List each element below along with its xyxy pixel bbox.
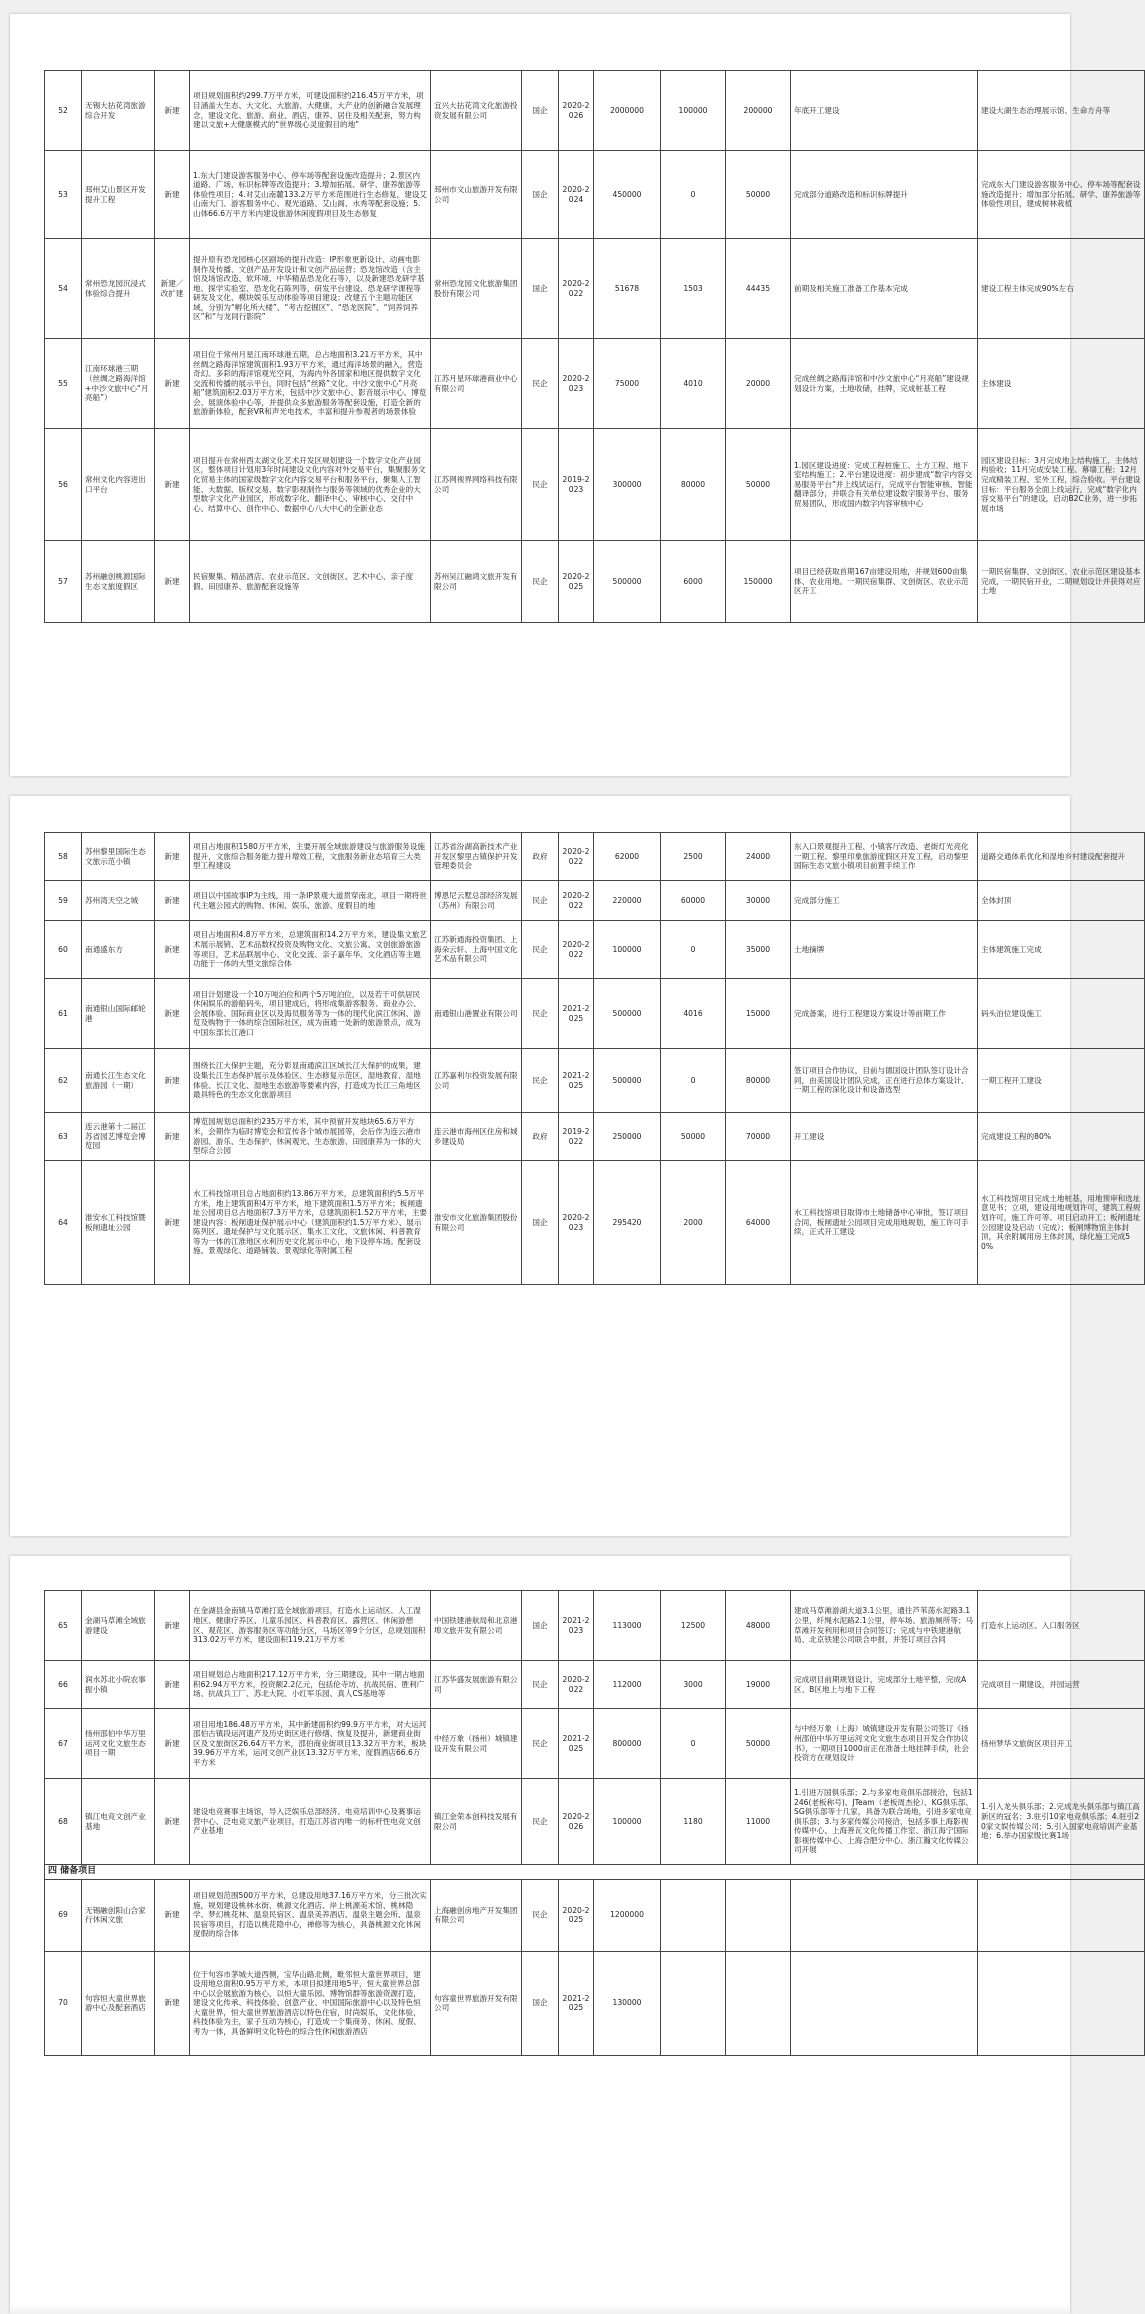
construction-type-cell: 新建 <box>155 1591 190 1661</box>
construction-period-cell: 2021-2025 <box>559 1709 594 1779</box>
annual-target-cell: 建设工程主体完成90%左右 <box>978 239 1145 339</box>
total-investment-cell: 800000 <box>594 1709 661 1779</box>
project-content-cell: 项目用地186.48万平方米，其中新建面积约99.9万平方米，对大运河邵伯古镇段运河遗产及历史街区进行修缮、恢复及提升，新建商业街区及文旅街区26.64万平方米，邵伯商业街项目13.32万平方米，板块39.96万平方米，运河文创产业区13.32万平方米，度假酒店66.6万平方米 <box>190 1709 431 1779</box>
annual-target-cell: 道路交通体系优化和湿地乡村建设配套提升 <box>978 833 1145 881</box>
planned-investment-cell: 20000 <box>726 339 791 429</box>
ownership-type-cell: 国企 <box>522 71 559 151</box>
total-investment-cell: 112000 <box>594 1661 661 1709</box>
planned-investment-cell: 50000 <box>726 429 791 541</box>
planned-investment-cell: 24000 <box>726 833 791 881</box>
total-investment-cell: 62000 <box>594 833 661 881</box>
project-content-cell: 建设电竞赛事主场馆，导入泛娱乐总部经济、电竞培训中心及赛事运营中心、泛电竞文旅产业项目，打造江苏省内唯一的标杆性电竞文创产业基地 <box>190 1779 431 1865</box>
project-name-cell: 镇江电竞文创产业基地 <box>82 1779 155 1865</box>
total-investment-cell: 113000 <box>594 1591 661 1661</box>
construction-type-cell: 新建／改扩建 <box>155 239 190 339</box>
progress-status-cell: 完成部分道路改造和标识标牌提升 <box>791 151 978 239</box>
annual-target-cell: 完成建设工程的80% <box>978 1113 1145 1161</box>
total-investment-cell: 100000 <box>594 1779 661 1865</box>
total-investment-cell: 1200000 <box>594 1879 661 1951</box>
completed-investment-cell: 2500 <box>661 833 726 881</box>
ownership-type-cell: 国企 <box>522 1161 559 1285</box>
annual-target-cell: 全体封顶 <box>978 881 1145 921</box>
ownership-type-cell: 民企 <box>522 1779 559 1865</box>
project-number-cell: 54 <box>45 239 82 339</box>
project-table-body <box>45 833 1145 1285</box>
responsible-unit-cell: 连云港市海州区住房和城乡建设局 <box>431 1113 522 1161</box>
progress-status-cell: 土地摘牌 <box>791 921 978 979</box>
construction-type-cell: 新建 <box>155 541 190 623</box>
responsible-unit-cell: 博恩尼云墅总部经济发展（苏州）有限公司 <box>431 881 522 921</box>
completed-investment-cell: 50000 <box>661 1113 726 1161</box>
progress-status-cell: 完成丝绸之路海洋馆和中沙文旅中心“月亮船”建设规划设计方案，土地收储，挂牌，完成桩基工程 <box>791 339 978 429</box>
table-row <box>45 1879 1145 1951</box>
project-name-cell: 句容恒大童世界旅游中心及配套酒店 <box>82 1951 155 2055</box>
table-row <box>45 1779 1145 1865</box>
planned-investment-cell: 80000 <box>726 1049 791 1113</box>
progress-status-cell: 前期及相关施工准备工作基本完成 <box>791 239 978 339</box>
progress-status-cell <box>791 1879 978 1951</box>
annual-target-cell: 打造水上运动区、入口服务区 <box>978 1591 1145 1661</box>
responsible-unit-cell: 苏州吴江融鸿文旅开发有限公司 <box>431 541 522 623</box>
table-row <box>45 833 1145 881</box>
construction-period-cell: 2019-2022 <box>559 1113 594 1161</box>
completed-investment-cell <box>661 1951 726 2055</box>
project-name-cell: 南通银山国际邮轮港 <box>82 979 155 1049</box>
planned-investment-cell: 64000 <box>726 1161 791 1285</box>
completed-investment-cell: 6000 <box>661 541 726 623</box>
construction-type-cell: 新建 <box>155 1049 190 1113</box>
responsible-unit-cell: 江苏嘉利尔投资发展有限公司 <box>431 1049 522 1113</box>
table-row <box>45 1113 1145 1161</box>
project-content-cell: 项目规划总占地面积217.12万平方米，分三期建设，其中一期占地面积62.94万平方米，投资额2.2亿元，包括伦寺坊、抗战民宿、胜利广场、抗战兵工厂、苏北大院、小红军乐园、真人CS基地等 <box>190 1661 431 1709</box>
project-number-cell: 68 <box>45 1779 82 1865</box>
section-header-row <box>45 1865 1145 1880</box>
construction-type-cell: 新建 <box>155 1779 190 1865</box>
table-row <box>45 979 1145 1049</box>
table-row <box>45 1951 1145 2055</box>
project-content-cell: 项目规划面积约299.7万平方米，可建设面积约216.45万平方米，项目涵盖大生态、大文化、大旅游、大健康、大产业的创新融合发展理念，建设文化、旅游、商业、酒店、康养、居住及相关配套，努力构建以文旅+大健康模式的“世界级心灵度假目的地” <box>190 71 431 151</box>
responsible-unit-cell: 江苏网视界网络科技有限公司 <box>431 429 522 541</box>
project-table <box>44 832 1145 1285</box>
planned-investment-cell: 50000 <box>726 151 791 239</box>
completed-investment-cell: 0 <box>661 1049 726 1113</box>
annual-target-cell: 完成项目一期建设，并园运营 <box>978 1661 1145 1709</box>
ownership-type-cell: 民企 <box>522 1709 559 1779</box>
ownership-type-cell: 民企 <box>522 339 559 429</box>
project-content-cell: 项目规划范围500万平方米，总建设用地37.16万平方米，分三批次实施，规划建设桃林水街、桃源文化酒店、岸上桃源美术馆、桃林隐学、梦幻桃花林、温泉民宿区、温泉美养酒店、温泉主题会所、温泉民宿等项目，打造以桃花隐中心，禅修等为核心，具备桃源文化休闲度假的综合体 <box>190 1879 431 1951</box>
project-number-cell: 64 <box>45 1161 82 1285</box>
planned-investment-cell: 15000 <box>726 979 791 1049</box>
project-content-cell: 博览园规划总面积约235万平方米，其中预留开发地块65.6万平方米，会期作为临时博览会和宣传各个城市展园等，会后作为连云港市游园、游乐、生态保护、休闲观光、生态旅游、田园康养为一体的大型综合公园 <box>190 1113 431 1161</box>
completed-investment-cell: 60000 <box>661 881 726 921</box>
responsible-unit-cell: 江苏省汾湖高新技术产业开发区黎里古镇保护开发管理委员会 <box>431 833 522 881</box>
total-investment-cell: 220000 <box>594 881 661 921</box>
construction-type-cell: 新建 <box>155 1113 190 1161</box>
responsible-unit-cell: 中经万象（扬州）城镇建设开发有限公司 <box>431 1709 522 1779</box>
total-investment-cell: 300000 <box>594 429 661 541</box>
responsible-unit-cell: 邳州市文山旅游开发有限公司 <box>431 151 522 239</box>
progress-status-cell: 1.引进万国俱乐部；2.与多家电竞俱乐部接洽，包括1246(老板称号)、JTeam（老板周杰伦）、KG俱乐部、SG俱乐部等十几家，具备为联合场地，引进多家电竞俱乐部；3.与多家传媒公司接洽，包括多事上海影视传媒中心、上海善瓦文化传播工作室、浙江海宁国际影视传媒中心、上海合肥分中心、浙江瀚文化传媒公司开展 <box>791 1779 978 1865</box>
project-number-cell: 52 <box>45 71 82 151</box>
project-table-body <box>45 1591 1145 2056</box>
ownership-type-cell: 政府 <box>522 833 559 881</box>
project-name-cell: 邳州艾山景区开发提升工程 <box>82 151 155 239</box>
construction-type-cell: 新建 <box>155 71 190 151</box>
project-content-cell: 围绕长江大保护主题，充分彰显南通滨江区域长江大保护的成果，建设集长江生态保护展示及体验区、生态修复示范区、湿地教育、湿地体验、长江文化、湿地生态旅游等要素内容，打造成为长江三角地区最具特色的生态文化旅游项目 <box>190 1049 431 1113</box>
construction-type-cell: 新建 <box>155 979 190 1049</box>
responsible-unit-cell: 江苏月星环球港商业中心有限公司 <box>431 339 522 429</box>
project-content-cell: 民宿聚集、精品酒店、农业示范区、文创街区、艺术中心、亲子度假、田园康养、旅游配套设施等 <box>190 541 431 623</box>
project-name-cell: 苏州黎里国际生态文旅示范小镇 <box>82 833 155 881</box>
completed-investment-cell: 100000 <box>661 71 726 151</box>
annual-target-cell: 主体建设 <box>978 339 1145 429</box>
page-cutoff <box>10 2304 1070 2314</box>
completed-investment-cell: 4010 <box>661 339 726 429</box>
total-investment-cell: 295420 <box>594 1161 661 1285</box>
construction-type-cell: 新建 <box>155 1879 190 1951</box>
project-content-cell: 1.东大门建设游客服务中心、停车场等配套设施改造提升；2.景区内道路、广场、标识标牌等改造提升；3.增加拓展、研学、康养旅游等体验性项目；4.对艾山南麓133.2万平方米范围进行生态修复，建设艾山南大门、游客服务中心、观光道路、艾山阁、水秀等配套设施；5.山体66.6万平方米内建设旅游休闲度假项目及生态修复 <box>190 151 431 239</box>
table-row <box>45 1049 1145 1113</box>
responsible-unit-cell: 南通银山港置业有限公司 <box>431 979 522 1049</box>
annual-target-cell: 码头泊位建设施工 <box>978 979 1145 1049</box>
ownership-type-cell: 国企 <box>522 239 559 339</box>
table-row <box>45 429 1145 541</box>
ownership-type-cell: 政府 <box>522 1113 559 1161</box>
construction-period-cell: 2020-2022 <box>559 921 594 979</box>
project-number-cell: 70 <box>45 1951 82 2055</box>
document-page-1 <box>10 14 1141 776</box>
progress-status-cell: 东入口景观提升工程、小镇客厅改造、老街灯光亮化一期工程、黎里印象旅游度假区开发工程，启动黎里国际生态文旅小镇项目前置手续工作 <box>791 833 978 881</box>
total-investment-cell: 100000 <box>594 921 661 979</box>
construction-period-cell: 2020-2023 <box>559 339 594 429</box>
planned-investment-cell: 44435 <box>726 239 791 339</box>
responsible-unit-cell: 淮安市文化旅游集团股份有限公司 <box>431 1161 522 1285</box>
ownership-type-cell: 国企 <box>522 1951 559 2055</box>
planned-investment-cell: 50000 <box>726 1709 791 1779</box>
construction-period-cell: 2020-2026 <box>559 71 594 151</box>
project-content-cell: 位于句容市茅城大道西侧，宝华山路北侧，毗邻恒大童世界项目，建设用地总面积0.95万平方米，本项目拟建用地5平，恒大童世界总部中心以会展旅游为核心，以恒大童乐园、博物馆群等旅游资源打造，建设文化传承、科技体验、创意产业、中国国际旅游中心以及特色恒大童世界，恒大童世界旅游酒店以特色住宿，时尚娱乐，文化体验，科技体验为主，家子互动为核心，打造成一个集商务、休闲、度假、考为一体，具备鲜明文化特色的综合性休闲旅游酒店 <box>190 1951 431 2055</box>
progress-status-cell: 完成备案，进行工程建设方案设计等前期工作 <box>791 979 978 1049</box>
project-number-cell: 65 <box>45 1591 82 1661</box>
construction-type-cell: 新建 <box>155 1951 190 2055</box>
annual-target-cell <box>978 1951 1145 2055</box>
project-name-cell: 苏州湾天空之城 <box>82 881 155 921</box>
planned-investment-cell: 150000 <box>726 541 791 623</box>
total-investment-cell: 250000 <box>594 1113 661 1161</box>
progress-status-cell: 与中经万象（上海）城镇建设开发有限公司签订《扬州邵伯中华万里运河文化文旅生态项目开发合作协议书》，一期项目1000亩正在准备土地挂牌手续，社会投资方在规划设计 <box>791 1709 978 1779</box>
table-row <box>45 71 1145 151</box>
table-row <box>45 339 1145 429</box>
total-investment-cell: 75000 <box>594 339 661 429</box>
ownership-type-cell: 民企 <box>522 881 559 921</box>
planned-investment-cell: 48000 <box>726 1591 791 1661</box>
project-number-cell: 53 <box>45 151 82 239</box>
completed-investment-cell: 12500 <box>661 1591 726 1661</box>
table-row <box>45 1661 1145 1709</box>
planned-investment-cell <box>726 1879 791 1951</box>
section-title: 四 储备项目 <box>45 1865 1145 1880</box>
annual-target-cell: 水工科技馆项目完成土地桩基，用地预审和选址意见书；立项，建设用地规划许可，建筑工程规划许可，施工许可等。项目启动开工；板闸遗址公园建设及启动（完成）；板闸博物馆主体封顶，其余附属用房主体封顶，绿化施工完成50% <box>978 1161 1145 1285</box>
project-name-cell: 无锡融创阳山合家行休闲文旅 <box>82 1879 155 1951</box>
construction-type-cell: 新建 <box>155 833 190 881</box>
project-number-cell: 56 <box>45 429 82 541</box>
planned-investment-cell: 70000 <box>726 1113 791 1161</box>
project-name-cell: 金湖马草滩全域旅游建设 <box>82 1591 155 1661</box>
completed-investment-cell: 0 <box>661 151 726 239</box>
table-row <box>45 541 1145 623</box>
construction-period-cell: 2019-2023 <box>559 429 594 541</box>
project-number-cell: 61 <box>45 979 82 1049</box>
construction-type-cell: 新建 <box>155 921 190 979</box>
responsible-unit-cell: 镇江金荣本创科技发展有限公司 <box>431 1779 522 1865</box>
project-content-cell: 项目计划建设一个10万吨泊位和两个5万吨泊位，以及若干可供居民休闲娱乐的游船码头，项目建成后，将形成集游客服务、商业办公、会展体验、国际商业区以及海员服务等为一体的现代化滨江休闲、游览及购物于一体的综合国际社区，成为南通一处新的旅游景点，成为中国东部长江港口 <box>190 979 431 1049</box>
project-name-cell: 南通长江生态文化旅游园（一期） <box>82 1049 155 1113</box>
project-name-cell: 常州恐龙园沉浸式体验综合提升 <box>82 239 155 339</box>
project-content-cell: 提升原有恐龙园核心区剧场的提升改造：IP形象更新设计、动画电影制作及传播、文创产品开发设计和文创产品运营；恐龙馆改造（含主馆及场馆改造、软环境、中华精品恐龙化石等），以及新建恐龙研学基地、探学实验室、恐龙化石陈列等，研发平台建设、恐龙研学课程等研发及文化、模块娱乐互动体验等项目建设；改建五个主题功能区域，分别为“孵化所大楼”、“考古挖掘区”、“恐龙医院”、“饲养饲养区”和“与龙同行影院” <box>190 239 431 339</box>
project-name-cell: 苏州融创桃源国际生态文旅度假区 <box>82 541 155 623</box>
annual-target-cell: 主体建筑施工完成 <box>978 921 1145 979</box>
project-content-cell: 项目占地面积4.8万平方米，总建筑面积14.2万平方米，建设集文旅艺术展示展销、艺术品数权投资及购物文化、文旅公寓、文创旅游旅游等项目，艺术品联展中心、文化交流、亲子嘉年华、文化酒店等主题功能于一体的大型文旅综合体 <box>190 921 431 979</box>
project-content-cell: 项目提升在常州西太湖文化艺术开发区规划建设一个数字文化产业园区，整体项目计划用3年时间建设文化内容对外交易平台，集聚服务文化贸易主体的国家级数字文化内容交易平台和服务平台，聚集人工智能、大数据、版权交易、数字影视制作与服务等领域的优秀企业的大型数字文化产业园区，形成数字化、翻译中心、审核中心、交付中心、结算中心、创作中心、数据中心八大中心的全新业态 <box>190 429 431 541</box>
construction-period-cell: 2020-2022 <box>559 833 594 881</box>
progress-status-cell <box>791 1951 978 2055</box>
annual-target-cell: 1.引入龙头俱乐部；2.完成龙头俱乐部与镇江高新区的冠名；3.驻引10家电竞俱乐部；4.驻引20家文娱传媒公司；5.引入国家电竞培训产业基地；6.举办国家级比赛1场 <box>978 1779 1145 1865</box>
project-number-cell: 57 <box>45 541 82 623</box>
ownership-type-cell: 民企 <box>522 1661 559 1709</box>
completed-investment-cell: 0 <box>661 921 726 979</box>
progress-status-cell: 年底开工建设 <box>791 71 978 151</box>
completed-investment-cell: 0 <box>661 1709 726 1779</box>
completed-investment-cell: 1180 <box>661 1779 726 1865</box>
construction-period-cell: 2020-2022 <box>559 1661 594 1709</box>
project-table-body <box>45 71 1145 623</box>
annual-target-cell <box>978 1879 1145 1951</box>
table-row <box>45 1591 1145 1661</box>
project-content-cell: 水工科技馆项目总占地面积约13.86万平方米，总建筑面积约5.5万平方米，地上建筑面积4万平方米，地下建筑面积1.5万平方米；板闸遗址公园项目总占地面积7.3万平方米，总建筑面积1.52万平方米，主要建设内容：板闸遗址保护展示中心（建筑面积约1.5万平方米）、展示陈列区、遗址保护与文化展示区、集水工文化、文旅休闲、科普教育等为一体的江淮地区水利历史文化展示中心，地下设停车场。配套设施、景观绿化、道路铺装、景观绿化等附属工程 <box>190 1161 431 1285</box>
annual-target-cell: 扬州梦华文旅街区项目开工 <box>978 1709 1145 1779</box>
table-row <box>45 151 1145 239</box>
project-name-cell: 淮安水工科技馆暨板闸遗址公园 <box>82 1161 155 1285</box>
ownership-type-cell: 国企 <box>522 151 559 239</box>
project-name-cell: 常州文化内容进出口平台 <box>82 429 155 541</box>
planned-investment-cell: 30000 <box>726 881 791 921</box>
progress-status-cell: 签订项目合作协议，目前与德国设计团队签订设计合同，由美国设计团队完成，正在进行总体方案设计、一期工程的深化设计和设备选型 <box>791 1049 978 1113</box>
project-content-cell: 项目位于常州月星江南环球港五期，总占地面积3.21万平方米，其中丝绸之路海洋馆建筑面积1.93万平方米，通过海洋场景的融入，营造奇幻、多彩的海洋馆观光空间，为海内外各国家和地区提供数字文化交流和传播的展示平台，同时包括“丝路”文化、中沙文旅中心“月亮船”建筑面积2.03万平方米，包括中沙文旅中心、影音展示中心、博览会、展演体验中心等，并提供众多旅游服务等配套设施，打造全新的旅游新体验，配套VR和声光电技术，丰富和提升参观者的场景体验 <box>190 339 431 429</box>
completed-investment-cell: 3000 <box>661 1661 726 1709</box>
construction-period-cell: 2020-2022 <box>559 881 594 921</box>
construction-type-cell: 新建 <box>155 1161 190 1285</box>
responsible-unit-cell: 江苏新通海投资集团、上海朵云轩、上海中国文化艺术品有限公司 <box>431 921 522 979</box>
project-content-cell: 项目以中国故事IP为主线，用一条IP景观大道贯穿南北，项目一期将世代主题公园式的购物、休闲、娱乐、旅游、度假目的地 <box>190 881 431 921</box>
progress-status-cell: 开工建设 <box>791 1113 978 1161</box>
total-investment-cell: 500000 <box>594 541 661 623</box>
progress-status-cell: 建成马草滩游湖大道3.1公里，通往芦苇荡水泥路3.1公里，纤绳水泥路2.1公里，停车场、旅游厕所等；马草滩开发利用和项目合同签订；完成与中铁建港航局、北京铁建公司联合申报，并签订项目合同 <box>791 1591 978 1661</box>
completed-investment-cell: 2000 <box>661 1161 726 1285</box>
table-row <box>45 1161 1145 1285</box>
construction-period-cell: 2021-2023 <box>559 1591 594 1661</box>
table-row <box>45 239 1145 339</box>
ownership-type-cell: 国企 <box>522 1591 559 1661</box>
progress-status-cell: 项目已经获取首期167亩建设用地，并规划600亩集体、农业用地。一期民宿集群、文创街区、农业示范区开工 <box>791 541 978 623</box>
project-name-cell: 连云港第十二届江苏省园艺博览会博览园 <box>82 1113 155 1161</box>
project-content-cell: 在金湖县金南镇马草滩打造全域旅游项目，打造水上运动区、人工湿地区、健康疗养区、儿童乐园区、科普教育区、露营区、休闲游憩区、观花区、游客服务区等功能分区，马场区等9个分区，总规划面积313.02万平方米，建设面积119.21万平方米 <box>190 1591 431 1661</box>
annual-target-cell: 一期民宿集群、文创街区、农业示范区建设基本完成，一期民宿开业，二期规划设计并获得对应土地 <box>978 541 1145 623</box>
progress-status-cell: 1.园区建设进度：完成工程桩施工、土方工程、地下室结构施工；2.平台建设进度：初步建成“数字内容交易服务平台”并上线试运行，完成平台智能审核、智能翻译部分，并联合有关单位建设数字服务平台、服务贸易团队，形成国内数字内容审核中心 <box>791 429 978 541</box>
project-number-cell: 66 <box>45 1661 82 1709</box>
planned-investment-cell: 35000 <box>726 921 791 979</box>
total-investment-cell: 500000 <box>594 979 661 1049</box>
project-number-cell: 58 <box>45 833 82 881</box>
total-investment-cell: 2000000 <box>594 71 661 151</box>
responsible-unit-cell: 常州恐龙园文化旅游集团股份有限公司 <box>431 239 522 339</box>
ownership-type-cell: 民企 <box>522 921 559 979</box>
table-row <box>45 921 1145 979</box>
project-table <box>44 1590 1145 2056</box>
construction-period-cell: 2020-2022 <box>559 239 594 339</box>
total-investment-cell: 500000 <box>594 1049 661 1113</box>
ownership-type-cell: 民企 <box>522 1049 559 1113</box>
construction-period-cell: 2020-2025 <box>559 1879 594 1951</box>
construction-period-cell: 2021-2025 <box>559 979 594 1049</box>
responsible-unit-cell: 上海融创房地产开发集团有限公司 <box>431 1879 522 1951</box>
planned-investment-cell <box>726 1951 791 2055</box>
responsible-unit-cell: 句容童世界旅游开发有限公司 <box>431 1951 522 2055</box>
completed-investment-cell: 4016 <box>661 979 726 1049</box>
project-number-cell: 62 <box>45 1049 82 1113</box>
project-name-cell: 扬州邵伯中华万里运河文化文旅生态项目一期 <box>82 1709 155 1779</box>
total-investment-cell: 130000 <box>594 1951 661 2055</box>
document-page-2 <box>10 796 1141 1536</box>
construction-type-cell: 新建 <box>155 339 190 429</box>
ownership-type-cell: 民企 <box>522 1879 559 1951</box>
table-row <box>45 881 1145 921</box>
planned-investment-cell: 19000 <box>726 1661 791 1709</box>
total-investment-cell: 450000 <box>594 151 661 239</box>
project-name-cell: 江南环球港三期（丝绸之路海洋馆+中沙文旅中心“月亮船”） <box>82 339 155 429</box>
completed-investment-cell: 80000 <box>661 429 726 541</box>
responsible-unit-cell: 中国铁建港航局和北京港埠文旅开发有限公司 <box>431 1591 522 1661</box>
responsible-unit-cell: 宜兴大拈花湾文化旅游投资发展有限公司 <box>431 71 522 151</box>
project-number-cell: 63 <box>45 1113 82 1161</box>
construction-type-cell: 新建 <box>155 429 190 541</box>
table-row <box>45 1709 1145 1779</box>
responsible-unit-cell: 江苏华盛发展旅游有限公司 <box>431 1661 522 1709</box>
project-number-cell: 55 <box>45 339 82 429</box>
construction-period-cell: 2021-2025 <box>559 1049 594 1113</box>
annual-target-cell: 园区建设目标：3月完成地上结构施工，主体结构验收；11月完成安装工程、幕墙工程；12月完成精装工程、室外工程，综合验收。平台建设目标：平台服务全面上线运行，完成“数字化内容交易平台”的建设，启动B2C业务，进一步拓展市场 <box>978 429 1145 541</box>
project-table <box>44 70 1145 623</box>
project-name-cell: 润水苏北小院农事振小镇 <box>82 1661 155 1709</box>
ownership-type-cell: 民企 <box>522 541 559 623</box>
progress-status-cell: 完成部分施工 <box>791 881 978 921</box>
completed-investment-cell: 1503 <box>661 239 726 339</box>
project-number-cell: 67 <box>45 1709 82 1779</box>
document-page-3 <box>10 1556 1140 2314</box>
project-number-cell: 60 <box>45 921 82 979</box>
construction-period-cell: 2020-2023 <box>559 1161 594 1285</box>
construction-type-cell: 新建 <box>155 151 190 239</box>
ownership-type-cell: 民企 <box>522 429 559 541</box>
annual-target-cell: 完成东大门建设游客服务中心、停车场等配套设施改造提升；增加部分拓展、研学、康养旅游等体验性项目，建成树林栽植 <box>978 151 1145 239</box>
project-content-cell: 项目占地面积1580万平方米，主要开展全域旅游建设与旅游服务设施提升，文旅综合服务能力提升增效工程，文旅服务新业态培育三大类型工程建设 <box>190 833 431 881</box>
construction-period-cell: 2020-2024 <box>559 151 594 239</box>
construction-type-cell: 新建 <box>155 1709 190 1779</box>
project-name-cell: 南通盛东方 <box>82 921 155 979</box>
completed-investment-cell <box>661 1879 726 1951</box>
construction-period-cell: 2021-2025 <box>559 1951 594 2055</box>
project-number-cell: 69 <box>45 1879 82 1951</box>
progress-status-cell: 水工科技馆项目取得市土地储备中心审批，签订项目合同，板闸遗址公园项目完成用地规划，施工许可手续，正式开工建设 <box>791 1161 978 1285</box>
construction-period-cell: 2020-2026 <box>559 1779 594 1865</box>
progress-status-cell: 完成项目前期规划设计，完成部分土地平整，完成A区、B区地上与地下工程 <box>791 1661 978 1709</box>
ownership-type-cell: 民企 <box>522 979 559 1049</box>
annual-target-cell: 一期工程开工建设 <box>978 1049 1145 1113</box>
project-number-cell: 59 <box>45 881 82 921</box>
total-investment-cell: 51678 <box>594 239 661 339</box>
construction-period-cell: 2020-2025 <box>559 541 594 623</box>
construction-type-cell: 新建 <box>155 881 190 921</box>
construction-type-cell: 新建 <box>155 1661 190 1709</box>
project-name-cell: 无锡大拈花湾旅游综合开发 <box>82 71 155 151</box>
planned-investment-cell: 11000 <box>726 1779 791 1865</box>
annual-target-cell: 建设大湖生态治理展示馆、生命方舟等 <box>978 71 1145 151</box>
planned-investment-cell: 200000 <box>726 71 791 151</box>
